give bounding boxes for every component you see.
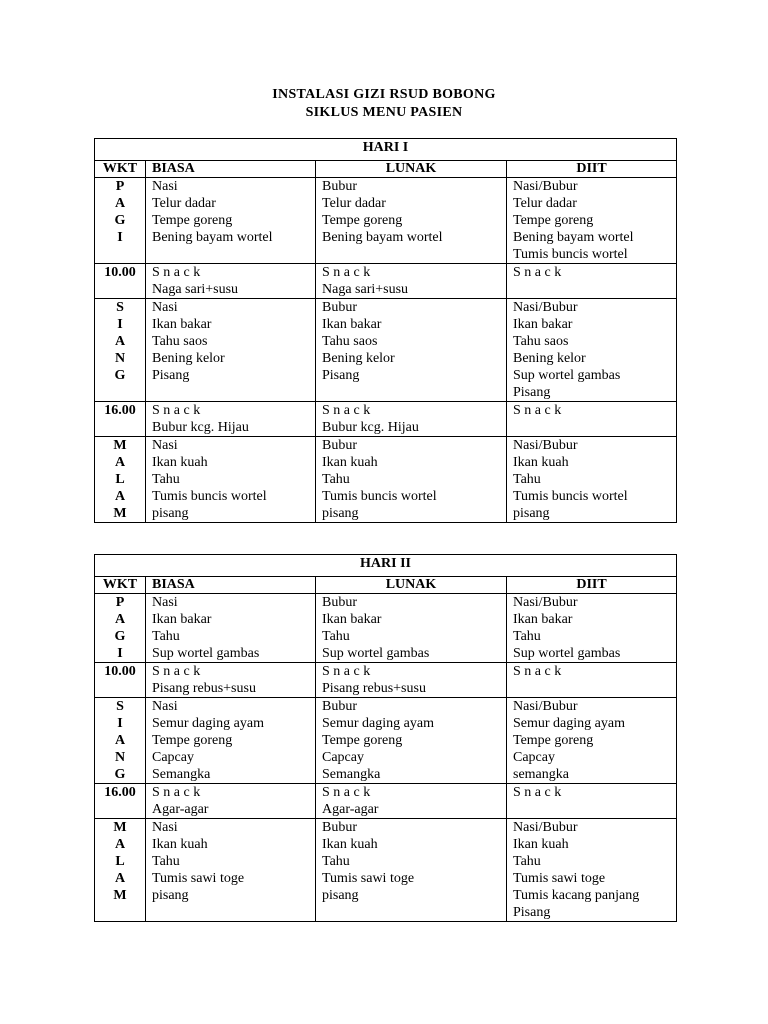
- menu-item: Tahu: [513, 472, 541, 487]
- menu-item: Ikan bakar: [152, 612, 212, 627]
- menu-item: Bubur: [322, 300, 357, 315]
- lunak-cell: [316, 402, 507, 437]
- biasa-cell: [146, 402, 316, 437]
- menu-item: Tempe goreng: [513, 733, 594, 748]
- title-line-2: SIKLUS MENU PASIEN: [305, 105, 463, 120]
- time-label: M: [113, 888, 127, 903]
- menu-item: Ikan kuah: [322, 455, 378, 470]
- column-header-biasa: BIASA: [146, 161, 316, 178]
- menu-item: Tempe goreng: [322, 213, 403, 228]
- time-label: I: [117, 317, 123, 332]
- menu-item: Tumis buncis wortel: [322, 489, 437, 504]
- menu-item: Tumis sawi toge: [322, 871, 415, 886]
- menu-item: Bening bayam wortel: [322, 230, 443, 245]
- menu-item: Tahu saos: [513, 334, 569, 349]
- biasa-cell: [146, 178, 316, 264]
- menu-item: Tempe goreng: [152, 733, 233, 748]
- menu-item: pisang: [513, 506, 550, 521]
- table-row: [95, 437, 677, 523]
- lunak-cell: [316, 663, 507, 698]
- menu-item: Tempe goreng: [513, 213, 594, 228]
- lunak-cell: [316, 784, 507, 819]
- menu-item: Naga sari+susu: [322, 282, 409, 297]
- menu-item: S n a c k: [152, 403, 201, 418]
- time-label: A: [114, 733, 126, 748]
- time-label: I: [117, 646, 123, 661]
- menu-item: Telur dadar: [322, 196, 386, 211]
- menu-item: Semur daging ayam: [152, 716, 264, 731]
- time-label: A: [114, 871, 126, 886]
- lunak-cell: [316, 178, 507, 264]
- menu-item: Tempe goreng: [152, 213, 233, 228]
- diit-cell: [507, 437, 677, 523]
- menu-item: Bening kelor: [322, 351, 395, 366]
- time-label: 10.00: [104, 265, 136, 280]
- wkt-cell: [95, 402, 146, 437]
- time-label: A: [114, 455, 126, 470]
- menu-item: pisang: [322, 888, 359, 903]
- column-header-diit: DIIT: [507, 161, 677, 178]
- column-header-biasa: BIASA: [146, 577, 316, 594]
- title-line-1: INSTALASI GIZI RSUD BOBONG: [272, 87, 496, 102]
- column-header-lunak: LUNAK: [316, 577, 507, 594]
- menu-table-day-1: [94, 138, 677, 523]
- diit-cell: [507, 698, 677, 784]
- table-row: [95, 402, 677, 437]
- time-label: M: [113, 438, 127, 453]
- menu-item: Tahu saos: [152, 334, 208, 349]
- menu-item: Nasi/Bubur: [513, 300, 578, 315]
- menu-item: Tumis sawi toge: [152, 871, 245, 886]
- time-label: L: [115, 472, 125, 487]
- biasa-cell: [146, 819, 316, 922]
- biasa-cell: [146, 784, 316, 819]
- menu-item: Pisang rebus+susu: [322, 681, 426, 696]
- menu-item: Pisang: [513, 385, 551, 400]
- menu-table-day-2: [94, 554, 677, 922]
- wkt-cell: [95, 819, 146, 922]
- column-header-diit: DIIT: [507, 577, 677, 594]
- time-label: G: [114, 767, 126, 782]
- time-label: L: [115, 854, 125, 869]
- wkt-cell: [95, 784, 146, 819]
- menu-item: Bubur: [322, 179, 357, 194]
- menu-item: Ikan bakar: [513, 612, 573, 627]
- menu-item: semangka: [513, 767, 569, 782]
- time-label: A: [114, 196, 126, 211]
- time-label: 10.00: [104, 664, 136, 679]
- menu-item: Ikan bakar: [152, 317, 212, 332]
- menu-item: Semangka: [322, 767, 381, 782]
- time-label: S: [116, 300, 124, 315]
- wkt-cell: [95, 264, 146, 299]
- time-label: 16.00: [104, 403, 136, 418]
- biasa-cell: [146, 594, 316, 663]
- menu-item: Sup wortel gambas: [513, 646, 621, 661]
- menu-item: Bening kelor: [152, 351, 225, 366]
- biasa-cell: [146, 299, 316, 402]
- menu-item: S n a c k: [322, 785, 371, 800]
- menu-item: Tahu: [513, 629, 541, 644]
- menu-item: Tahu: [322, 854, 350, 869]
- menu-item: Nasi: [152, 699, 178, 714]
- time-label: G: [114, 213, 126, 228]
- menu-item: Sup wortel gambas: [322, 646, 430, 661]
- wkt-cell: [95, 594, 146, 663]
- menu-item: Nasi: [152, 438, 178, 453]
- menu-item: Nasi/Bubur: [513, 438, 578, 453]
- menu-item: Ikan kuah: [152, 455, 208, 470]
- column-header-lunak: LUNAK: [316, 161, 507, 178]
- menu-item: Pisang: [152, 368, 190, 383]
- wkt-cell: [95, 437, 146, 523]
- menu-item: Bubur kcg. Hijau: [322, 420, 419, 435]
- menu-item: Tumis kacang panjang: [513, 888, 640, 903]
- menu-item: S n a c k: [513, 785, 562, 800]
- menu-item: Sup wortel gambas: [513, 368, 621, 383]
- biasa-cell: [146, 663, 316, 698]
- day-2-rows: [95, 594, 677, 922]
- menu-item: Telur dadar: [513, 196, 577, 211]
- menu-item: Nasi: [152, 300, 178, 315]
- menu-item: S n a c k: [513, 664, 562, 679]
- table-row: [95, 819, 677, 922]
- menu-item: Tumis buncis wortel: [513, 247, 628, 262]
- menu-item: Tumis sawi toge: [513, 871, 606, 886]
- menu-item: Nasi: [152, 179, 178, 194]
- menu-item: pisang: [152, 888, 189, 903]
- menu-item: Pisang: [513, 905, 551, 920]
- diit-cell: [507, 402, 677, 437]
- time-label: P: [115, 595, 125, 610]
- menu-item: pisang: [322, 506, 359, 521]
- diit-cell: [507, 784, 677, 819]
- menu-item: Nasi/Bubur: [513, 179, 578, 194]
- menu-item: Nasi/Bubur: [513, 595, 578, 610]
- wkt-cell: [95, 178, 146, 264]
- time-label: A: [114, 489, 126, 504]
- lunak-cell: [316, 299, 507, 402]
- table-row: [95, 698, 677, 784]
- diit-cell: [507, 299, 677, 402]
- menu-item: Tahu saos: [322, 334, 378, 349]
- biasa-cell: [146, 264, 316, 299]
- time-label: S: [116, 699, 124, 714]
- diit-cell: [507, 594, 677, 663]
- lunak-cell: [316, 437, 507, 523]
- time-label: A: [114, 334, 126, 349]
- menu-item: Bening bayam wortel: [152, 230, 273, 245]
- menu-item: Bening bayam wortel: [513, 230, 634, 245]
- column-header-wkt: WKT: [95, 161, 146, 178]
- time-label: A: [114, 837, 126, 852]
- time-label: 16.00: [104, 785, 136, 800]
- menu-item: Ikan kuah: [513, 837, 569, 852]
- menu-item: Bubur: [322, 438, 357, 453]
- menu-item: Agar-agar: [322, 802, 379, 817]
- menu-item: Capcay: [322, 750, 364, 765]
- menu-item: Naga sari+susu: [152, 282, 239, 297]
- menu-item: Bubur: [322, 820, 357, 835]
- menu-item: Ikan kuah: [322, 837, 378, 852]
- menu-item: Tahu: [152, 854, 180, 869]
- menu-item: Ikan bakar: [513, 317, 573, 332]
- time-label: N: [114, 351, 126, 366]
- menu-item: Nasi/Bubur: [513, 699, 578, 714]
- menu-item: Nasi/Bubur: [513, 820, 578, 835]
- diit-cell: [507, 264, 677, 299]
- menu-item: S n a c k: [152, 265, 201, 280]
- menu-item: pisang: [152, 506, 189, 521]
- table-row: [95, 663, 677, 698]
- menu-item: Semur daging ayam: [322, 716, 434, 731]
- diit-cell: [507, 178, 677, 264]
- table-row: [95, 264, 677, 299]
- menu-item: Bubur kcg. Hijau: [152, 420, 249, 435]
- menu-item: Tahu: [513, 854, 541, 869]
- menu-item: Bubur: [322, 595, 357, 610]
- table-row: [95, 594, 677, 663]
- menu-item: Telur dadar: [152, 196, 216, 211]
- day-title: HARI II: [95, 555, 677, 577]
- wkt-cell: [95, 299, 146, 402]
- menu-item: Sup wortel gambas: [152, 646, 260, 661]
- time-label: G: [114, 368, 126, 383]
- menu-item: S n a c k: [152, 785, 201, 800]
- menu-item: Ikan kuah: [513, 455, 569, 470]
- biasa-cell: [146, 437, 316, 523]
- menu-item: S n a c k: [322, 265, 371, 280]
- menu-item: Tumis buncis wortel: [513, 489, 628, 504]
- lunak-cell: [316, 819, 507, 922]
- menu-item: Capcay: [152, 750, 194, 765]
- time-label: G: [114, 629, 126, 644]
- menu-item: S n a c k: [513, 265, 562, 280]
- menu-item: S n a c k: [322, 403, 371, 418]
- menu-item: Tempe goreng: [322, 733, 403, 748]
- menu-item: Pisang: [322, 368, 360, 383]
- menu-item: Nasi: [152, 820, 178, 835]
- lunak-cell: [316, 698, 507, 784]
- diit-cell: [507, 819, 677, 922]
- day-1-rows: [95, 178, 677, 523]
- menu-item: Tahu: [152, 629, 180, 644]
- biasa-cell: [146, 698, 316, 784]
- day-title: HARI I: [95, 139, 677, 161]
- menu-item: S n a c k: [322, 664, 371, 679]
- diit-cell: [507, 663, 677, 698]
- time-label: A: [114, 612, 126, 627]
- menu-item: Nasi: [152, 595, 178, 610]
- table-row: [95, 178, 677, 264]
- menu-item: Capcay: [513, 750, 555, 765]
- menu-item: Ikan kuah: [152, 837, 208, 852]
- menu-item: Bening kelor: [513, 351, 586, 366]
- menu-item: Pisang rebus+susu: [152, 681, 256, 696]
- menu-item: Tahu: [322, 472, 350, 487]
- lunak-cell: [316, 594, 507, 663]
- wkt-cell: [95, 663, 146, 698]
- wkt-cell: [95, 698, 146, 784]
- menu-item: Tahu: [152, 472, 180, 487]
- column-header-wkt: WKT: [95, 577, 146, 594]
- time-label: M: [113, 820, 127, 835]
- menu-item: Semangka: [152, 767, 211, 782]
- menu-item: Bubur: [322, 699, 357, 714]
- time-label: N: [114, 750, 126, 765]
- menu-item: Ikan bakar: [322, 317, 382, 332]
- time-label: I: [117, 230, 123, 245]
- menu-item: Tahu: [322, 629, 350, 644]
- time-label: M: [113, 506, 127, 521]
- time-label: I: [117, 716, 123, 731]
- table-row: [95, 784, 677, 819]
- time-label: P: [115, 179, 125, 194]
- menu-item: Tumis buncis wortel: [152, 489, 267, 504]
- lunak-cell: [316, 264, 507, 299]
- menu-item: S n a c k: [513, 403, 562, 418]
- menu-item: Agar-agar: [152, 802, 209, 817]
- menu-item: S n a c k: [152, 664, 201, 679]
- menu-item: Semur daging ayam: [513, 716, 625, 731]
- table-row: [95, 299, 677, 402]
- menu-item: Ikan bakar: [322, 612, 382, 627]
- document-title: [0, 86, 768, 122]
